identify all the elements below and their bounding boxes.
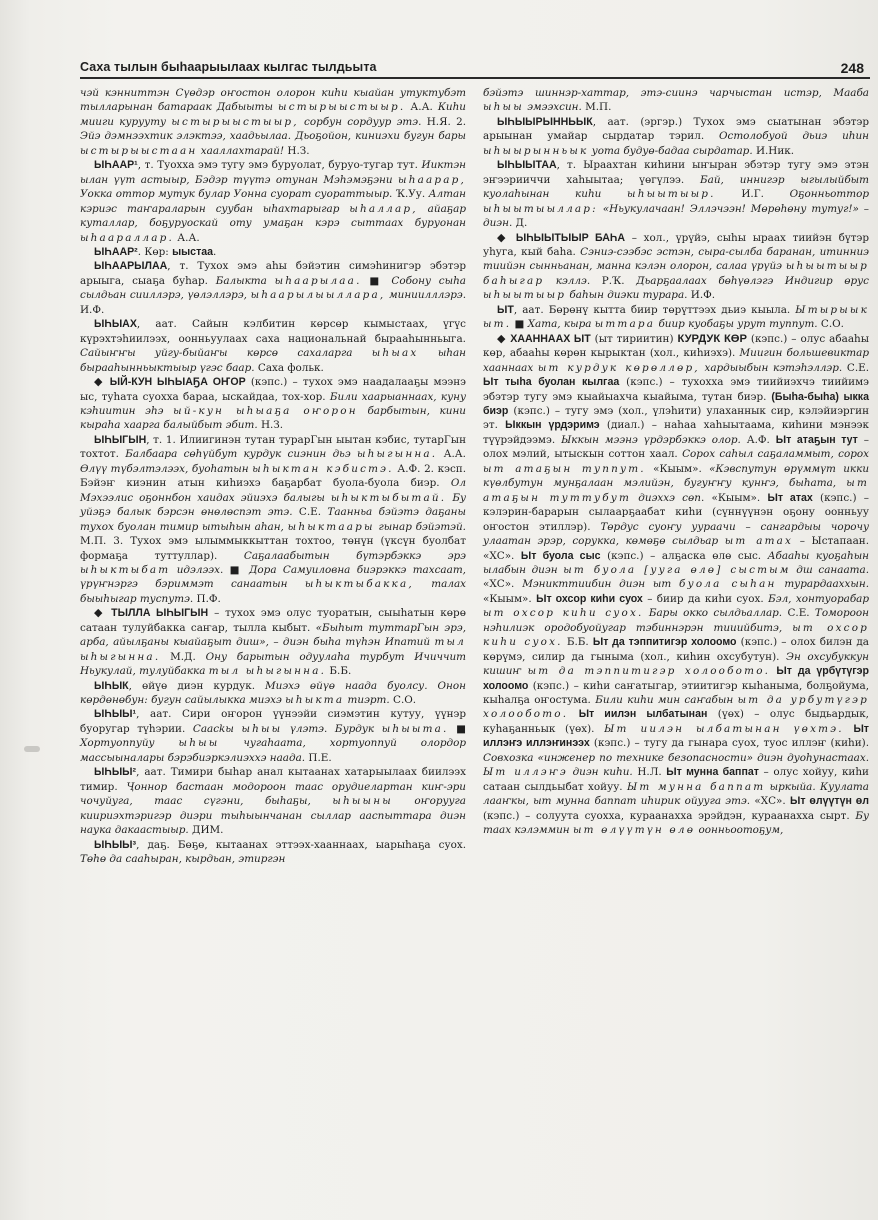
example-text: оонньоотоҕум, xyxy=(695,824,784,837)
spaced-example: ыһыытыыр баһыгар xyxy=(483,260,869,287)
entry-text: Н.Л. xyxy=(632,766,667,779)
spaced-example: ыһыыны xyxy=(332,795,393,808)
entry-text: (кэпс.) – олох билэн да көрүмэ, силир да гыныма (хол., киһин охсубутун). xyxy=(483,636,869,663)
headword: КУРДУК КӨР xyxy=(677,332,747,345)
entry-text: , аат. Бөрөнү кытта биир төрүттээх дьиэ кыыла. xyxy=(513,303,796,316)
example-text: Остолобуой дьиэ иһин xyxy=(718,130,869,143)
entry-text: (кэпс.) – солуута суоххa, кураанахха эрэйдэн, кураанахха сырт. xyxy=(483,809,856,822)
entry-text: , аат. (эргэр.) Тухох эмэ сыатынан эбэтэр арыынан умайар сырдатар тэрил. xyxy=(483,115,869,143)
example-text: Абааһы куоҕаһын ылабын диэн xyxy=(483,549,869,576)
dictionary-entry xyxy=(80,765,466,837)
entry-text: – биир да киһи суох. xyxy=(642,592,769,605)
entry-text: И.Ф. xyxy=(80,303,105,316)
headword: Ыт тыһа буолан кылгаа xyxy=(483,376,620,389)
example-text: миниилллэрэ. xyxy=(385,289,466,302)
spaced-example: ыһыытыыр xyxy=(483,289,567,302)
example-text: хааллахтарай! xyxy=(197,144,285,157)
entry-text: «ХС». xyxy=(750,795,790,808)
dictionary-entry xyxy=(80,259,466,317)
entry-text: А.А. xyxy=(173,231,200,244)
headword: Ыккын үрдэримэ xyxy=(505,419,600,432)
entry-text: «Кыым». xyxy=(704,491,768,504)
headword: ЫҺЫЫРЫННЬЫК xyxy=(497,115,593,128)
example-text: Сэниэ-сээбэс эстэн, сыра-сылба баранан, итинниэ тиийэн сынньанан, манна кэлэн олорон, салаа үрүйэ xyxy=(483,245,870,273)
spaced-example: ыһыктан кэбистэ. xyxy=(252,462,394,475)
headword: Ыт иилэн ылбатынан xyxy=(578,708,708,721)
entry-text: Б.Б. xyxy=(562,636,593,649)
example-text: Өлүү түбэлтэлээх, буоһатын xyxy=(80,462,253,475)
entry-text: Н.Я. 2. xyxy=(421,115,466,128)
spaced-example: ыт да тэппитигэр холообото. xyxy=(527,665,771,678)
example-text: Били киһи мин саҥабын xyxy=(595,694,738,707)
entry-text: Н.З. xyxy=(284,144,310,157)
entry-text: Ҡ.Уу. xyxy=(392,188,429,201)
example-text: Ҷоннор бастаан модороон таас орудиелартан киҥ xyxy=(126,780,444,793)
entry-text: С.О. xyxy=(389,694,417,707)
headword: ЫҺЫЫ³ xyxy=(94,838,137,851)
page-number: 248 xyxy=(840,60,864,76)
dictionary-entry xyxy=(80,317,466,375)
entry-text: М.П. 3. Тухох эмэ ылыммыккыттан тохтоо, төнүн (үксүн буолбат формаҕа туттуллар). xyxy=(80,535,466,562)
entry-text: П.Е. xyxy=(305,751,332,764)
spaced-example: ыһыктаары xyxy=(287,520,375,533)
entry-text: (кэпс.) – тухох эмэ наадалааҕы мээнэ ыс, туһата суоххa бараа, ыскайдаа, тох-хор. xyxy=(80,376,466,403)
entry-text: С.Е. xyxy=(782,607,815,620)
example-text: Миэхэ өйүө наада буолсу. Онон көрдөнөбун: бугун сайылыкка миэхэ xyxy=(80,679,466,707)
headword: Ыт өлүүтүн өл xyxy=(789,795,869,808)
spaced-example: ыһыыта. xyxy=(381,722,449,735)
example-text: барбытын, кини кыраһа хаарга балыйбыт эбит. xyxy=(80,404,466,432)
spaced-example: ыһыы xyxy=(241,722,283,735)
example-text: Саасkы xyxy=(192,722,242,735)
example-text: Сайыҥҥы уйгу-быйаҥы көрсө сахаларга xyxy=(80,347,372,360)
spaced-example: ыһаарар, xyxy=(398,173,466,186)
entry-text: (кэпс.) – алҕаска өлө сыс. xyxy=(600,549,768,562)
entry-text: ■ xyxy=(361,274,392,287)
entry-text: – тухох эмэ олус туоратын, сыыһатын көрө сатаан тулуйбакка саҥар, тылла кыбыт. xyxy=(80,607,466,634)
example-text: диэн киһи. xyxy=(567,766,633,779)
entry-text: Н.З. xyxy=(257,419,284,432)
dictionary-entry xyxy=(80,679,466,708)
example-text: Оҕонньоттор xyxy=(789,188,869,201)
entry-text: – олох мэлий, ытыскын соттон хаал. xyxy=(483,433,869,461)
entry-continuation xyxy=(80,86,466,158)
example-text: Ол Мэхээлис оҕоннбон хаидах эйиэхэ балыгы xyxy=(80,477,466,504)
entry-text: (кэпс.) – киһи саҥатыгар, этиитигэр кыһаныма, болҕойума, кыһалҕа оҥостума. xyxy=(483,679,869,707)
dictionary-entry xyxy=(80,245,466,259)
example-text: чугаһаата, хортуоппуй олордор массыыналары бэрэбиэркэлиэххэ наада. xyxy=(80,737,466,764)
example-text: идэлээх. xyxy=(170,563,224,576)
spaced-example: ыһыырынньык xyxy=(483,144,589,157)
left-column xyxy=(80,86,466,866)
spaced-example: Ыт иллэҥэ xyxy=(483,766,568,779)
spaced-example: ыһыах xyxy=(371,347,419,360)
example-text: Дора Самуиловна биэрэккэ тахсаат, үрүҥнэргэ бэриммэт санаатын xyxy=(80,563,466,591)
example-text: Совхозка «инженер по технике безопасности» диэн дуоһунастаах. xyxy=(483,751,869,764)
example-text: Били хаарыаннаах, куну кэһиитин эһэ xyxy=(80,390,466,417)
headword: Ыт мунна баппат xyxy=(666,766,759,779)
headword: ЫҺЫЫ¹ xyxy=(94,708,137,721)
dictionary-entry xyxy=(80,158,466,245)
spaced-example: Ыт мунна баппат xyxy=(626,780,766,793)
example-text: Алтан кэриэс таҥараларын суубан ыһахтарыгар xyxy=(80,188,466,215)
example-text: Төһө да сааһыран, кырдьан, этиргэн xyxy=(80,853,286,866)
example-text: Хортуоппуйу xyxy=(80,737,179,750)
spaced-example: ыт охсор киһи суох. xyxy=(483,607,644,620)
example-text: сорбун сордуур этэ. xyxy=(298,115,422,128)
headword: Ыт иллэҥэ иллэҥинээх xyxy=(483,722,869,750)
headword: ЫҺААР¹ xyxy=(94,159,138,172)
entry-text: И.Ф. xyxy=(687,289,716,302)
spaced-example: тыл ыһыгынна. xyxy=(80,636,466,663)
headword: ХААННААХ ЫТ xyxy=(510,332,591,345)
example-text: Балыкта xyxy=(215,274,275,287)
entry-text: , т. Тухох эмэ аһы бэйэтин симэһинигэр эбэтэр арыыга, сыаҕа буһар. xyxy=(80,260,466,287)
example-text: Томороон нэһилиэк ородобуойугар тэбиннэрэн тииийбитэ, xyxy=(483,607,869,634)
example-text: Мэникттиибин диэн ыт xyxy=(522,578,680,591)
dictionary-entry xyxy=(80,375,466,433)
example-text: чэй кэнниттэн Сүөдэр оҥостон олорон киһи кыайан утуктубэт тылларынан батараак Дабыыты xyxy=(80,87,466,114)
example-text: Бары окко сылдьаллар. xyxy=(643,607,783,620)
spaced-example: Ытырыык ыт. xyxy=(483,303,869,331)
entry-text: И.Ник. xyxy=(752,144,795,157)
spaced-example: ыһыытыыр. xyxy=(627,188,716,201)
example-text: Ону барытын одуулаһа турбут Ичиччит Ньукулай, тулуйбакка xyxy=(80,650,466,678)
entry-text: ДИМ. xyxy=(188,824,224,837)
header-title: Саха тылын быһаарыылаах кылгас тылдьыта xyxy=(80,60,377,74)
entry-text: ■ xyxy=(511,318,528,331)
spaced-example: ыһыы xyxy=(483,101,524,114)
margin-smudge xyxy=(24,746,40,752)
headword: Ыт да тэппитигэр холоомо xyxy=(592,636,737,649)
headword: ЫҺЫЫ² xyxy=(94,766,137,779)
example-text: Бэл, хонтуорабар xyxy=(768,592,870,605)
entry-text: , аат. Сири оҥорон үүнээйи сиэмэтин кутуу, үүнэр буоругар түһэрии. xyxy=(80,708,466,735)
spaced-example: ыһаарылаа. xyxy=(274,274,362,287)
example-text: «Ньукулачаан! Эллэчээн! Мөрөһөну тутуг!» – диэн. xyxy=(483,202,869,230)
idiom-diamond-icon: ◆ xyxy=(94,606,112,620)
dictionary-entry xyxy=(80,707,466,765)
headword: Ыт атах xyxy=(767,491,813,504)
spaced-example: ыһыы xyxy=(178,737,220,750)
spaced-example: ыт атаҕын туттубут xyxy=(483,477,869,504)
example-text: ыһан бырааһынньыктыыр үгэс баар. xyxy=(80,347,467,374)
idiom-diamond-icon: ◆ xyxy=(497,230,516,244)
headword: Ыт атаҕын тут xyxy=(775,433,858,446)
spaced-example: ыт курдук көрөллөр, xyxy=(537,361,700,374)
headword: ЫҺЫЫТАА xyxy=(497,159,557,172)
example-text: кэллэ. xyxy=(544,274,591,287)
spaced-example: ыһаллар, xyxy=(349,202,418,215)
spaced-example: тыл ыһыгынна. xyxy=(208,665,327,678)
entry-text: (диал.) – наһаа хаһыытаама, киһини мэнээк түүрэйдээмэ. xyxy=(483,419,869,446)
spaced-example: ыстырыыстыыр. xyxy=(278,101,406,114)
headword: Ыт охсор киһи суох xyxy=(536,592,643,605)
entry-text: М.П. xyxy=(581,101,612,114)
example-text: хардыыбын кэтэһэллэр. xyxy=(699,361,843,374)
headword: ЫҺААРЫЛАА xyxy=(94,260,168,273)
entry-text: – олус хойуу, киһи сатаан сылдьыбат хойуу. xyxy=(483,766,869,793)
entry-text xyxy=(844,723,854,735)
headword: ТЫЛЛА ЫҺЫГЫН xyxy=(111,607,209,620)
spaced-example: буола сыһан xyxy=(679,578,777,591)
example-text: Уокка оттор мутук булар Уонна суорат суораттыыр. xyxy=(80,188,393,201)
headword: ЫҺЫК xyxy=(94,679,129,692)
example-text: эри чочуйуга, таас сүгэни, быһаҕы, xyxy=(80,780,466,808)
dictionary-entry xyxy=(80,606,466,678)
spaced-example: ыһаарылыыллара, xyxy=(250,289,386,302)
example-text: Ииктэн ылан үүт астыыр, Бэдэр түүтэ отунан Мэһэмэҕэни xyxy=(80,159,466,186)
spaced-example: ыһыктыбытай. xyxy=(330,491,447,504)
dictionary-entry xyxy=(483,332,869,838)
headword: ЫҺЫГЫН xyxy=(94,433,147,446)
entry-text: . Көр: xyxy=(137,245,173,258)
entry-text: А.А. xyxy=(437,448,466,461)
example-text: Бу уйэҕэ балык бэрсэн өнөлөспэт этэ. xyxy=(80,491,466,519)
spaced-example: ыт охсор киһи суох. xyxy=(483,621,869,649)
entry-text: . xyxy=(213,245,217,258)
entry-text: Саха фольк. xyxy=(254,361,324,374)
headword: ыыстаа xyxy=(172,245,214,258)
spaced-example: ыт атах xyxy=(724,535,794,548)
entry-text: , даҕ. Бөҕө, кытаанах эттээх-хааннаах, ыарыһаҕа суох. xyxy=(136,838,466,851)
example-text: биир куобаҕы урут туппут. xyxy=(655,318,818,331)
entry-text: (кэпс.) – кэлэрин-барарын сылаарҕаабат киһи (сүннүүнэн оҕону оонньуу оҥостон этиллэр). xyxy=(483,491,869,533)
dictionary-entry xyxy=(80,838,466,867)
entry-text: С.Е. xyxy=(292,506,328,519)
example-text: дш санаата. xyxy=(790,563,869,576)
header-rule xyxy=(80,77,870,79)
example-text: Ыккын мээнэ үрдэрбэккэ олор. xyxy=(561,433,741,446)
spaced-example: ыт өлүүтүн өлө xyxy=(572,824,696,837)
spaced-example: ыт буола [ууга өлө] сыстым xyxy=(563,563,791,576)
example-text: Собону сыһа сылдьан сииллэрэ, үөлэллэрэ, xyxy=(80,274,466,302)
entry-text: «ХС». xyxy=(483,578,523,591)
example-text: Миигин большевиктар хааннаах xyxy=(483,347,869,374)
entry-text: Р.Ҡ. xyxy=(590,274,637,287)
entry-text: – хол., үрүйэ, сыһы ырaах тиийэн бүтэр уһуга, кый баһа. xyxy=(483,231,869,258)
entry-text: ■ xyxy=(448,722,466,735)
example-text: диэххэ сөп. xyxy=(631,491,705,504)
entry-text: И.Г. xyxy=(715,188,790,201)
entry-text: , өйүө диэн курдук. xyxy=(128,679,266,692)
example-text: Дьарҕаалаах бөһүөлэгэ Индигир өрус xyxy=(636,274,869,287)
idiom-diamond-icon: ◆ xyxy=(94,375,110,389)
example-text: ыркыйа. Куулата лааҥкы, ыт мунна баппат иһирик ойууга этэ. xyxy=(483,780,869,808)
example-text: гынар бэйэтэй. xyxy=(374,520,466,533)
spaced-example: ыстырыыстаан xyxy=(80,144,198,157)
entry-text: (кэпс.) – тугу эмэ (хол., үлэһити) улаханнык сир, кэлэйиэргин эт. xyxy=(483,404,869,432)
entry-text: (ыт тириитин) xyxy=(590,332,678,345)
entry-text: , т. 1. Илиигинэн тутан турарГын ыытан кэбис, тутарГын тохтот. xyxy=(80,433,466,461)
spaced-example: ыһаараллар. xyxy=(80,231,174,244)
example-text: Хата, кыра xyxy=(527,318,595,331)
example-text: эмээхсин. xyxy=(523,101,582,114)
spaced-example: ыһыгынна. xyxy=(356,448,438,461)
example-text: уота будуө-бадаа сырдатар. xyxy=(588,144,753,157)
entry-text: , т. Ырaахтан киһини ыҥыран эбэтэр тугу эмэ этэн эҥээрииччи хаһыытаа; үөгүлээ. xyxy=(483,159,869,186)
example-text: Бай, иннигэр ыгылыйбыт куолаһынан киһи xyxy=(483,173,869,201)
entry-text: ■ xyxy=(223,563,249,576)
headword: ЫҺЫЫТЫЫР БАҺА xyxy=(515,231,625,244)
spaced-example: ыһыктыбакка, xyxy=(304,578,414,591)
entry-text: , аат. Сайын кэлбитин көрсөр кымыстаах, үгүс күрэхтэһиилээх, оонньуулаах саха национальнай бырааһынньыга. xyxy=(80,318,466,345)
example-text: Киһи мииги курууту xyxy=(80,101,466,128)
entry-text: А.А. xyxy=(405,101,438,114)
spaced-example: ыһыктыбат xyxy=(80,563,171,576)
example-text: баһын диэки турара. xyxy=(566,289,688,302)
example-text: турардааххын. xyxy=(776,578,870,591)
example-text: үлэтэ. Бурдук xyxy=(282,722,382,735)
example-text: Саҕалаабытын бүтэрбэккэ эрэ xyxy=(243,549,466,562)
dictionary-entry xyxy=(483,158,869,230)
headword: ЫТ xyxy=(497,303,514,316)
example-text: талах быыһыгар туспутэ. xyxy=(80,578,466,605)
spaced-example: ыһыкта xyxy=(285,694,345,707)
example-text: Эйэ дэмнээхтик элэктээ, хаадьылаа. Дьоҕойон, киниэхи бугун бары xyxy=(80,130,466,143)
example-text: Эн охсубуккун кишиҥ xyxy=(483,650,869,678)
spaced-example: Ыт иилэн ылбатынан үөхтэ. xyxy=(604,722,844,735)
entry-text: С.О. xyxy=(817,318,844,331)
example-text: «Быһыт туттарГын эрэ, арба, айылҕаны кыайаҕыт диш», – диэн быһа түһэн Ипатий xyxy=(80,621,466,649)
headword: ЫҺААР² xyxy=(94,245,138,258)
entry-text: П.Ф. xyxy=(193,592,221,605)
example-text: тиэрт. xyxy=(344,694,390,707)
spaced-example: ыттара xyxy=(594,318,656,331)
example-text: Бу таах кэлэммин xyxy=(483,809,869,837)
headword: Ыт да үрбүтүгэр холоомо xyxy=(483,665,870,692)
example-text: бэйэтэ шиннэр-хаттар, этэ-сиинэ чарчыстан истэр, Мааба xyxy=(483,87,869,99)
spaced-example: ыт да урбутүгэр холообото. xyxy=(483,694,869,721)
running-header xyxy=(80,58,868,78)
entry-text xyxy=(568,708,578,720)
headword: ЫҺЫАХ xyxy=(94,318,137,331)
example-text: Төрдус суоҥу уураачи – сангардыы чорочу улаатан эрэр, сорукка, көмөҕө сылдьар xyxy=(483,520,869,548)
headword: (Быһа-быһа) ыкка биэр xyxy=(483,390,869,417)
dictionary-entry xyxy=(483,231,869,303)
example-text: Сорох саһыл саҕаламмыт, сорох xyxy=(682,448,869,461)
entry-text: (кэпс.) – тугу да гынара суох, туос иллэҥ (киһи). xyxy=(589,737,869,750)
example-text: Балбаара сөһүйбут курдук сиэнин дьэ xyxy=(125,448,357,461)
example-text: Таанньа бэйэтэ даҕаны тухох буолан тимир ытыһын аһан, xyxy=(80,506,466,533)
idiom-diamond-icon: ◆ xyxy=(497,331,511,345)
headword: ЫЙ-КУН ЫҺЫАҔА ОҤОР xyxy=(109,376,246,389)
entry-text: (үөх) – олус быдьардык, куһаҕанньык (үөх). xyxy=(483,708,869,735)
entry-text: , аат. Тимири быһар анал кытаанах хатарыылаах биилээх тимир. xyxy=(80,766,466,793)
example-text: «Кэвспутун өрүммүт икки күөлбутун мунҕалаан мэлийэн, бугуҥҥу кунҥэ, быһата, xyxy=(483,462,870,490)
example-text: оҥорууга киириэхтэригэр диэри тыһыынчанан сыллар ааспыттара диэн наука дакаастыыр. xyxy=(80,795,466,837)
headword: Ыт буола сыс xyxy=(520,549,601,562)
entry-text: «Кыым». xyxy=(645,462,710,475)
dictionary-entry xyxy=(80,433,466,606)
dictionary-entry xyxy=(483,303,869,332)
example-text: айаҕар куталлар, боҕуруоскай оту умаҕан кэрэ сыттаах буруонан xyxy=(80,202,466,230)
entry-text: (кэпс.) – олус абааһы көр, абааһы көрөн кырыктан (хол., киһиэхэ). xyxy=(483,332,869,360)
spaced-example: ыт атаҕын туппут. xyxy=(483,462,646,475)
spaced-example: ыстырыыстыыр, xyxy=(171,115,299,128)
entry-text: , т. Туохха эмэ тугу эмэ буруолат, буруо-тугар тут. xyxy=(137,159,422,172)
right-column xyxy=(483,86,869,838)
entry-text: М.Д. xyxy=(160,650,206,663)
dictionary-entry xyxy=(483,115,869,158)
spaced-example: ыһыытыыллар: xyxy=(483,202,598,215)
entry-text: «Кыым». xyxy=(483,592,537,605)
entry-text: - xyxy=(443,780,447,793)
entry-text: Д. xyxy=(512,217,528,230)
entry-text: С.Е. xyxy=(842,361,870,374)
entry-text: (кэпс.) – тухохха эмэ тиийиэхчэ тиийимэ эбэтэр тугу эмэ кыайыахча кыайыма, тутан биэр. xyxy=(483,376,869,403)
entry-text: – Ыстапаан. «ХС». xyxy=(483,535,869,562)
entry-text: А.Ф. xyxy=(740,433,776,446)
entry-text: А.Ф. 2. кэсп. Бэйэҥ киэнин атын киһиэхэ баҕарбат буола-буола биэр. xyxy=(80,462,466,490)
entry-continuation xyxy=(483,86,869,115)
entry-text: Б.Б. xyxy=(326,665,352,678)
spaced-example: ый-кун ыһыаҕа оҥорон xyxy=(173,404,358,417)
